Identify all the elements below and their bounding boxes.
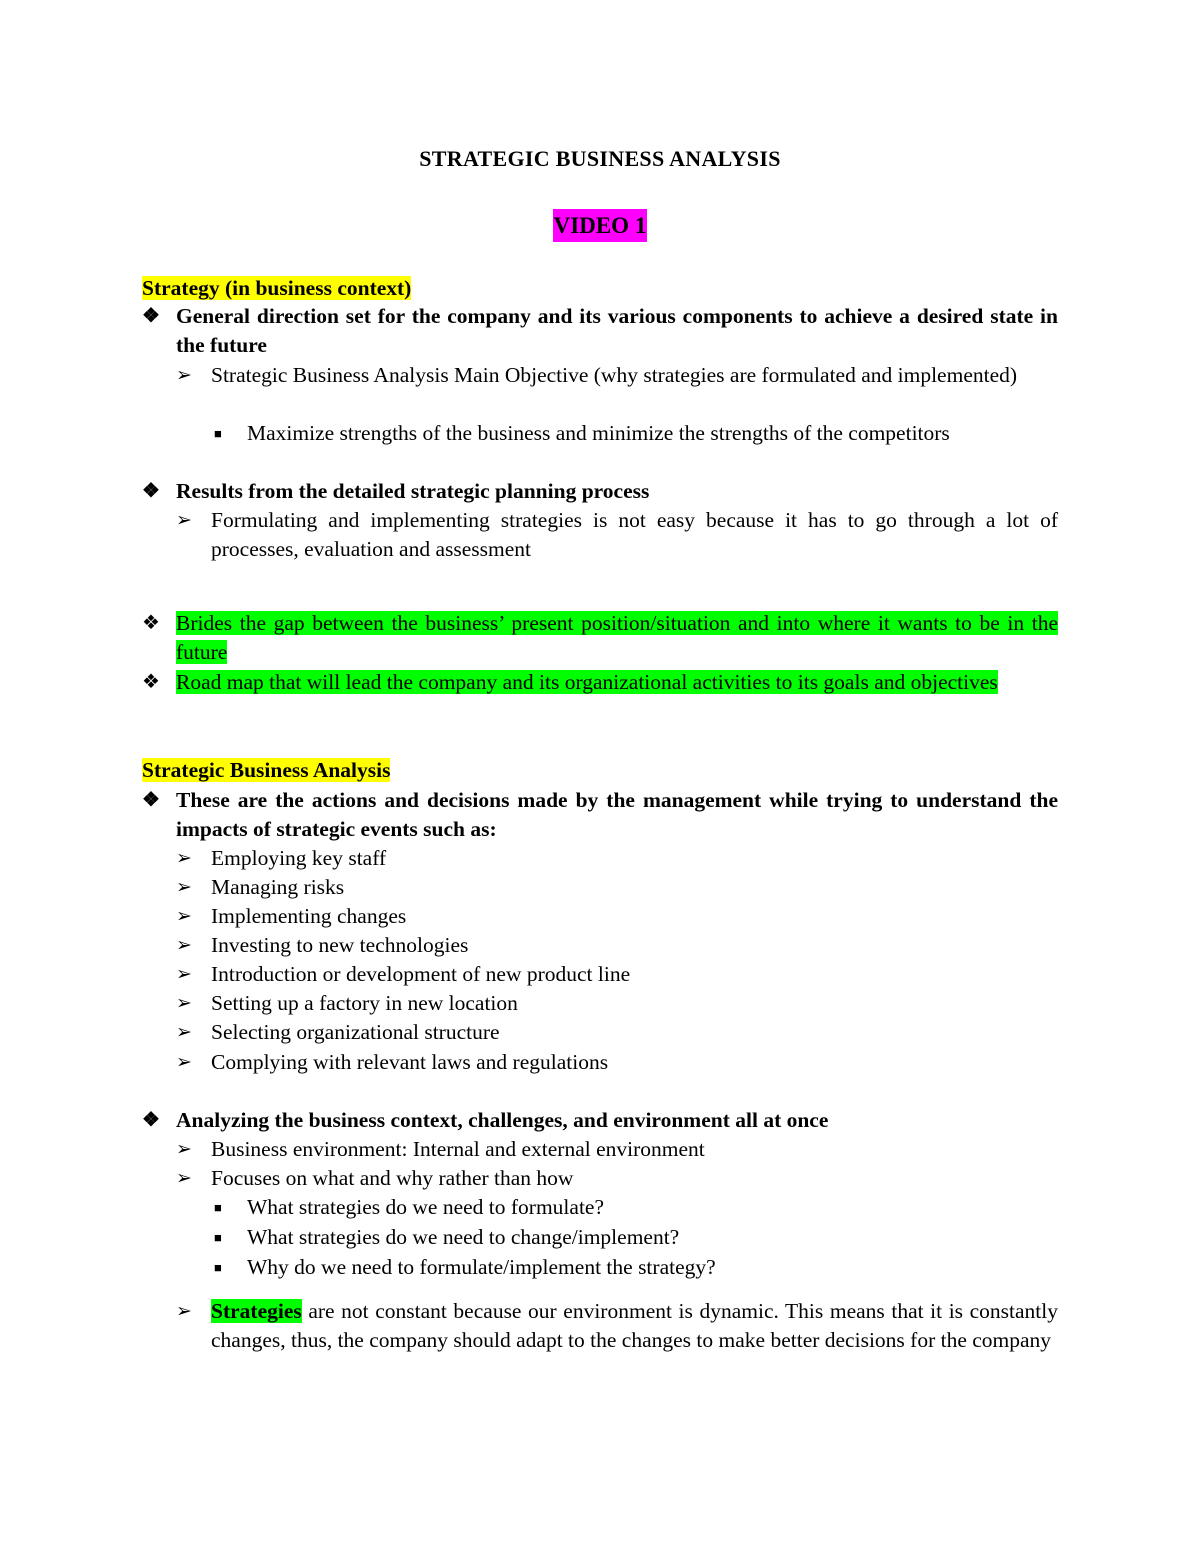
arrowhead-bullet-icon: ➢: [176, 510, 192, 531]
arrowhead-bullet-icon: ➢: [176, 848, 192, 869]
list-item: [176, 1164, 1058, 1193]
diamond-bullet-icon: ❖: [142, 612, 160, 634]
list-item: [176, 844, 1058, 873]
list-item-text: Road map that will lead the company and its organizational activities to its goals and objectives: [176, 670, 998, 694]
list-item: [142, 302, 1058, 361]
document-title: STRATEGIC BUSINESS ANALYSIS: [419, 146, 781, 171]
list-item-text: Complying with relevant laws and regulations: [211, 1050, 609, 1074]
diamond-bullet-icon: ❖: [142, 305, 160, 327]
list-item-text: Setting up a factory in new location: [211, 991, 518, 1015]
list-item: [176, 902, 1058, 931]
arrowhead-bullet-icon: ➢: [176, 906, 192, 927]
diamond-bullet-icon: ❖: [142, 789, 160, 811]
arrowhead-bullet-icon: ➢: [176, 1301, 192, 1322]
section-heading-strategy: [142, 274, 411, 303]
list-item-text: Selecting organizational structure: [211, 1020, 500, 1044]
list-item-text: These are the actions and decisions made by the management while trying to understand the impacts of strategic events such as:: [176, 788, 1058, 842]
list-item-text: Formulating and implementing strategies is not easy because it has to go through a lot of processes, evaluation and assessment: [211, 508, 1058, 562]
list-item: [214, 1193, 1058, 1222]
square-bullet-icon: ■: [214, 1260, 222, 1275]
list-item-text: Investing to new technologies: [211, 933, 469, 957]
list-item-text: Maximize strengths of the business and minimize the strengths of the competitors: [247, 421, 950, 445]
arrowhead-bullet-icon: ➢: [176, 964, 192, 985]
list-item: [176, 1135, 1058, 1164]
arrowhead-bullet-icon: ➢: [176, 1022, 192, 1043]
video-label: VIDEO 1: [553, 209, 648, 242]
section-heading-text: Strategic Business Analysis: [142, 758, 391, 782]
list-item: [176, 989, 1058, 1018]
video-label-wrap: [0, 209, 1200, 242]
list-item: [142, 786, 1058, 845]
list-item: [176, 361, 1058, 390]
list-item-text: Implementing changes: [211, 904, 407, 928]
list-item-text: What strategies do we need to formulate?: [247, 1195, 604, 1219]
list-item: [176, 506, 1058, 565]
list-item: [214, 1253, 1058, 1282]
list-item: [142, 477, 1058, 506]
list-item-text: Focuses on what and why rather than how: [211, 1166, 574, 1190]
list-item: [142, 668, 1058, 697]
square-bullet-icon: ■: [214, 426, 222, 441]
list-item: [176, 1297, 1058, 1356]
list-item-text: Why do we need to formulate/implement the strategy?: [247, 1255, 716, 1279]
list-item-text: What strategies do we need to change/implement?: [247, 1225, 680, 1249]
square-bullet-icon: ■: [214, 1230, 222, 1245]
list-item: [176, 1018, 1058, 1047]
list-item-text: Employing key staff: [211, 846, 387, 870]
list-item-text: Introduction or development of new product line: [211, 962, 631, 986]
list-item-text: Strategic Business Analysis Main Objective (why strategies are formulated and implemented): [211, 363, 1018, 387]
square-bullet-icon: ■: [214, 1200, 222, 1215]
list-item: [142, 609, 1058, 668]
list-item-text: Results from the detailed strategic planning process: [176, 479, 650, 503]
list-item: [214, 1223, 1058, 1252]
arrowhead-bullet-icon: ➢: [176, 935, 192, 956]
list-item: [176, 1048, 1058, 1077]
list-item: [214, 419, 1058, 448]
section-heading-text: Strategy (in business context): [142, 276, 412, 300]
list-item: [176, 873, 1058, 902]
arrowhead-bullet-icon: ➢: [176, 365, 192, 386]
list-item-text: Brides the gap between the business’ present position/situation and into where it wants to be in the future: [176, 611, 1058, 665]
diamond-bullet-icon: ❖: [142, 1109, 160, 1131]
list-item-text: Business environment: Internal and external environment: [211, 1137, 705, 1161]
list-item-text: are not constant because our environment is dynamic. This means that it is constantly changes, thus, the company should adapt to the changes to make better decisions for the company: [211, 1299, 1058, 1353]
list-item: [142, 1106, 1058, 1135]
diamond-bullet-icon: ❖: [142, 671, 160, 693]
list-item-text: General direction set for the company and its various components to achieve a desired state in the future: [176, 304, 1058, 358]
list-item-text: Managing risks: [211, 875, 345, 899]
list-item: [176, 960, 1058, 989]
section-heading-sba: [142, 756, 390, 785]
arrowhead-bullet-icon: ➢: [176, 993, 192, 1014]
list-item: [176, 931, 1058, 960]
list-item-text: Analyzing the business context, challenges, and environment all at once: [176, 1108, 829, 1132]
arrowhead-bullet-icon: ➢: [176, 877, 192, 898]
arrowhead-bullet-icon: ➢: [176, 1139, 192, 1160]
arrowhead-bullet-icon: ➢: [176, 1052, 192, 1073]
arrowhead-bullet-icon: ➢: [176, 1168, 192, 1189]
diamond-bullet-icon: ❖: [142, 480, 160, 502]
keyword-highlight: Strategies: [211, 1299, 302, 1323]
